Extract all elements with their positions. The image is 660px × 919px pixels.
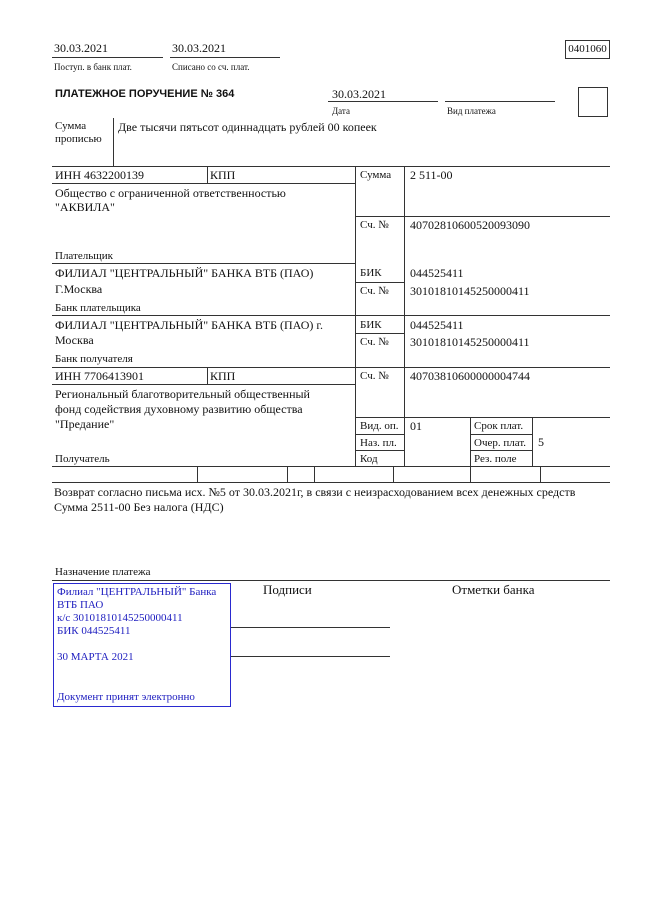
payee-inn: ИНН 7706413901 (55, 369, 144, 383)
stamp-text: Филиал "ЦЕНТРАЛЬНЫЙ" Банка (57, 586, 217, 598)
page-title: ПЛАТЕЖНОЕ ПОРУЧЕНИЕ № 364 (55, 88, 235, 100)
payee-bank-label: Банк получателя (55, 353, 133, 365)
payer-name: "АКВИЛА" (55, 200, 115, 214)
payee-bank-name: ФИЛИАЛ "ЦЕНТРАЛЬНЫЙ" БАНКА ВТБ (ПАО) г. (55, 318, 323, 332)
divider (540, 466, 541, 482)
payer-label: Плательщик (55, 250, 113, 262)
payer-bik-label: БИК (360, 267, 382, 279)
srok-label: Срок плат. (474, 420, 524, 432)
divider (113, 118, 114, 166)
signature-line (230, 656, 390, 657)
divider (355, 282, 404, 283)
bank-marks-label: Отметки банка (452, 582, 535, 597)
vid-op-label: Вид. оп. (360, 420, 399, 432)
payer-bank-account: 30101810145250000411 (410, 284, 530, 298)
payment-type-label: Вид платежа (447, 106, 496, 116)
divider (287, 466, 288, 482)
divider (404, 166, 405, 466)
payer-bank-city: Г.Москва (55, 282, 103, 296)
purpose-text: Сумма 2511-00 Без налога (НДС) (54, 500, 224, 514)
divider (52, 166, 610, 167)
stamp-text: 30 МАРТА 2021 (57, 651, 134, 663)
divider (52, 384, 355, 385)
divider (52, 315, 610, 316)
amount-words-label: прописью (55, 133, 102, 145)
divider (355, 450, 404, 451)
divider (170, 57, 280, 58)
divider (207, 367, 208, 384)
ocher-label: Очер. плат. (474, 437, 527, 449)
payer-bank-account-label: Сч. № (360, 285, 389, 297)
payee-account: 40703810600000004744 (410, 369, 530, 383)
sum-value: 2 511-00 (410, 168, 453, 182)
divider (52, 57, 163, 58)
divider (314, 466, 315, 482)
signature-line (230, 627, 390, 628)
divider (52, 367, 610, 368)
divider (355, 434, 404, 435)
kod-label: Код (360, 453, 378, 465)
divider (470, 434, 532, 435)
divider (532, 417, 533, 466)
purpose-text: Возврат согласно письма исх. №5 от 30.03.2021г, в связи с неизрасходованием всех денежных средств (54, 485, 576, 499)
divider (52, 183, 355, 184)
divider (328, 101, 438, 102)
payee-kpp: КПП (210, 369, 236, 383)
status-box (578, 87, 608, 117)
payer-name: Общество с ограниченной ответственностью (55, 186, 286, 200)
ocher-value: 5 (538, 435, 544, 449)
divider (52, 263, 355, 264)
payee-bank-account-label: Сч. № (360, 336, 389, 348)
vid-op-value: 01 (410, 419, 422, 433)
divider (470, 466, 471, 482)
divider (355, 216, 610, 217)
payee-bank-account: 30101810145250000411 (410, 335, 530, 349)
divider (393, 466, 394, 482)
received-label: Поступ. в банк плат. (54, 62, 132, 72)
payee-label: Получатель (55, 453, 110, 465)
payer-inn: ИНН 4632200139 (55, 168, 144, 182)
divider (445, 101, 555, 102)
date-label: Дата (332, 106, 350, 116)
purpose-label: Назначение платежа (55, 566, 151, 578)
amount-words: Две тысячи пятьсот одиннадцать рублей 00 копеек (118, 120, 377, 134)
signatures-label: Подписи (263, 582, 312, 597)
sum-label: Сумма (360, 169, 392, 181)
divider (355, 166, 356, 466)
divider (470, 450, 532, 451)
payer-kpp: КПП (210, 168, 236, 182)
naz-pl-label: Наз. пл. (360, 437, 397, 449)
divider (207, 166, 208, 183)
received-date: 30.03.2021 (54, 41, 108, 55)
debited-label: Списано со сч. плат. (172, 62, 250, 72)
payee-name: Региональный благотворительный общественный (55, 387, 310, 401)
payer-account: 40702810600520093090 (410, 218, 530, 232)
payer-bank-name: ФИЛИАЛ "ЦЕНТРАЛЬНЫЙ" БАНКА ВТБ (ПАО) (55, 266, 314, 280)
rez-label: Рез. поле (474, 453, 517, 465)
amount-words-label: Сумма (55, 120, 87, 132)
stamp-text: ВТБ ПАО (57, 599, 104, 611)
payer-bik: 044525411 (410, 266, 464, 280)
divider (52, 580, 610, 581)
divider (470, 417, 471, 466)
divider (197, 466, 198, 482)
stamp-text: БИК 044525411 (57, 625, 131, 637)
divider (355, 417, 610, 418)
form-code: 0401060 (565, 40, 610, 59)
payee-name: "Предание" (55, 417, 115, 431)
payee-name: фонд содействия духовному развитию общества (55, 402, 303, 416)
payer-bank-label: Банк плательщика (55, 302, 141, 314)
bank-stamp (53, 583, 231, 707)
payee-bank-city: Москва (55, 333, 94, 347)
debited-date: 30.03.2021 (172, 41, 226, 55)
divider (52, 482, 610, 483)
stamp-text: Документ принят электронно (57, 691, 195, 703)
payer-account-label: Сч. № (360, 219, 389, 231)
payee-account-label: Сч. № (360, 370, 389, 382)
stamp-text: к/с 30101810145250000411 (57, 612, 183, 624)
order-date: 30.03.2021 (332, 87, 386, 101)
payee-bik-label: БИК (360, 319, 382, 331)
payee-bik: 044525411 (410, 318, 464, 332)
divider (52, 466, 610, 467)
divider (355, 333, 404, 334)
